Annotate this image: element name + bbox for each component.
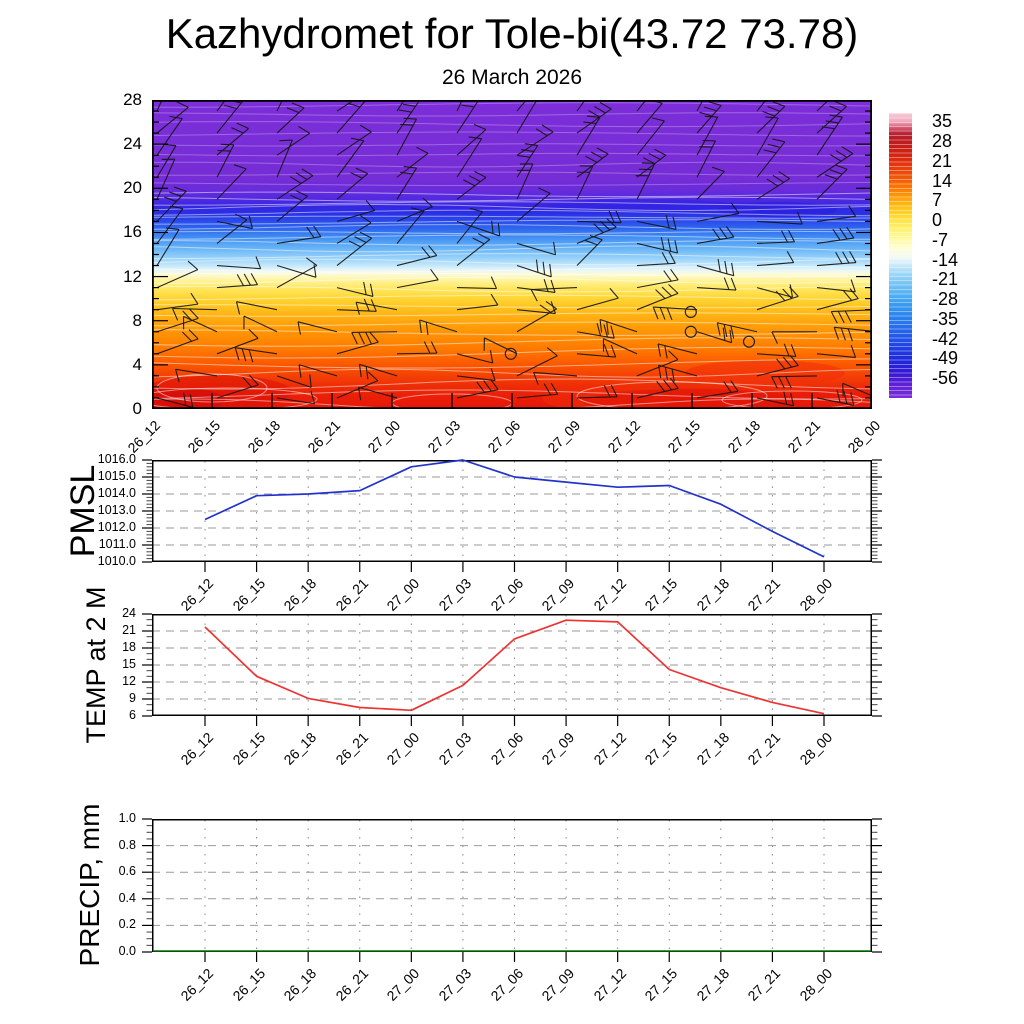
colorbar-tick-label: -49 — [932, 348, 959, 369]
colorbar-tick-label: 21 — [932, 150, 953, 171]
colorbar-tick-label: 35 — [932, 111, 953, 132]
pmsl-y-tick-label: 1012.0 — [97, 520, 136, 534]
precip-y-tick-label: 0.6 — [118, 864, 136, 879]
chart-subtitle: 26 March 2026 — [441, 66, 583, 89]
precip-y-tick-label: 0.2 — [118, 917, 136, 932]
xsec-y-tick-label: 24 — [123, 134, 142, 154]
precip-y-tick-label: 0.4 — [118, 890, 136, 905]
temp_at_2m-y-tick-label: 9 — [129, 691, 136, 705]
pmsl-y-tick-label: 1013.0 — [97, 503, 136, 517]
temp-plot — [112, 604, 912, 734]
pmsl-y-tick-label: 1011.0 — [98, 537, 136, 551]
colorbar-tick-label: 0 — [932, 210, 943, 231]
precip-axis-title: PRECIP, mm — [74, 803, 105, 967]
colorbar-tick-label: -7 — [932, 229, 949, 250]
precip-y-tick-label: 0.8 — [118, 837, 136, 852]
colorbar-tick-label: 7 — [932, 190, 943, 211]
temp_at_2m-y-tick-label: 12 — [122, 674, 136, 688]
chart-title: Kazhydromet for Tole-bi(43.72 73.78) — [165, 10, 859, 57]
precip-y-tick-label: 1.0 — [118, 811, 136, 825]
colorbar-tick-label: -42 — [932, 328, 959, 349]
colorbar-tick-label: -56 — [932, 368, 959, 389]
colorbar-tick-label: -28 — [932, 289, 959, 310]
meteogram-page: Kazhydromet for Tole-bi(43.72 73.78) 26 March 2026 PMSL TEMP at 2 M PRECIP, mm 0 4 8 12 16 20 24 28 26_12 26_15 26_18 26_21 27_00 27_03 27_06 27_09 27_12 27_15 27_18 27_21 28_00 35 28 21 14 7 0 -7 -14 -21 -28 -35 -42 -49 -56 1016.0 1015.0 1014.0 1013.0 1012.0 1011.0 1010.0 26_12 26_15 26_18 26_21 27_00 27_03 27_06 27_09 27_12 27_15 27_18 27_21 28_00 24 21 18 15 12 9 6 26_12 26_15 26_18 26_21 27_00 27_03 27_06 27_09 27_12 27_15 27_18 27_21 28_00 1.0 0.8 0.6 0.4 0.2 0.0 26_12 26_15 26_18 26_21 27_00 27_03 27_06 27_09 27_12 27_15 27_18 27_21 28_00 — [0, 0, 1024, 1024]
xsec-y-tick-label: 16 — [123, 222, 142, 242]
precip-plot — [112, 809, 912, 970]
colorbar-tick-label: -21 — [932, 269, 959, 290]
precip-y-tick-label: 0.0 — [118, 944, 136, 958]
colorbar-tick-label: -35 — [932, 308, 959, 329]
temp_at_2m-y-tick-label: 15 — [122, 657, 136, 671]
colorbar — [889, 113, 912, 398]
xsec-y-tick-label: 28 — [123, 90, 142, 109]
xsec-y-tick-label: 4 — [132, 354, 142, 374]
pmsl-plot — [112, 450, 912, 580]
pmsl-y-tick-label: 1015.0 — [97, 469, 136, 483]
pmsl-axis-title: PMSL — [63, 464, 102, 558]
colorbar-tick-label: -14 — [932, 249, 959, 270]
temp_at_2m-y-tick-label: 21 — [122, 623, 136, 637]
temp_at_2m-y-tick-label: 18 — [122, 640, 136, 654]
pmsl-y-tick-label: 1016.0 — [97, 452, 136, 466]
temp_at_2m-y-tick-label: 6 — [129, 708, 136, 722]
colorbar-tick-label: 28 — [932, 131, 953, 152]
cross-section-overlay — [152, 100, 872, 409]
temp-axis-title: TEMP at 2 M — [80, 586, 111, 744]
xsec-y-tick-label: 0 — [132, 399, 142, 418]
pmsl-y-tick-label: 1014.0 — [97, 486, 136, 500]
temp_at_2m-y-tick-label: 24 — [122, 606, 136, 620]
pmsl-y-tick-label: 1010.0 — [97, 554, 136, 568]
xsec-y-tick-label: 20 — [123, 178, 142, 198]
colorbar-tick-label: 14 — [932, 170, 953, 191]
xsec-y-tick-label: 8 — [132, 310, 142, 330]
xsec-y-tick-label: 12 — [123, 266, 142, 286]
